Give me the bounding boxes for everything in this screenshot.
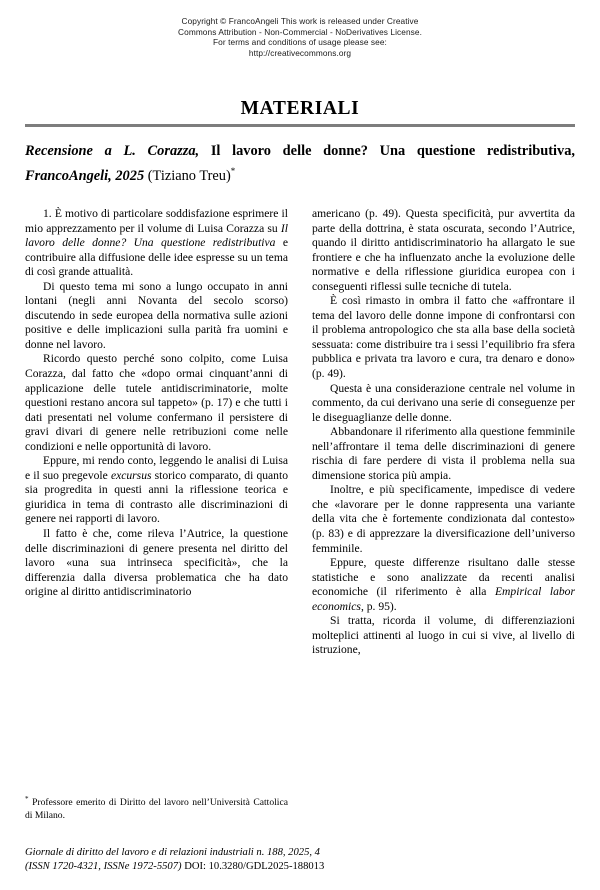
text-run: Questa è una considerazione centrale nel volume in commento, da cui derivano una serie di conseguenze per le diseguaglianze delle donne. <box>312 381 575 424</box>
section-heading: MATERIALI <box>240 98 360 119</box>
title-author: (Tiziano Treu) <box>147 167 231 184</box>
footnote-marker: * <box>25 795 29 803</box>
footnote-text: Professore emerito di Diritto del lavoro nell’Università Cattolica di Milano. <box>25 797 288 821</box>
text-run: È così rimasto in ombra il fatto che «affrontare il tema del lavoro delle donne impone di confrontarsi con il problema antropologico che sta alla base della società sessuata: come distribuire tra i sessi l’equilibrio fra sfera pubblica e privata tra lavoro e cura, tra denaro e dono» (p. 49). <box>312 294 575 381</box>
paragraph <box>25 527 288 600</box>
italic-run: Il lavoro delle donne? Una questione redistributiva <box>25 221 288 250</box>
paragraph <box>25 454 288 527</box>
paragraph <box>25 207 288 280</box>
page-footer <box>25 846 575 874</box>
italic-run: Empirical labor economics <box>312 585 575 613</box>
paragraph <box>25 352 288 454</box>
paragraph <box>312 382 575 426</box>
text-run: 1. È motivo di particolare soddisfazione esprimere il mio apprezzamento per il volume di Luisa Corazza su <box>25 207 288 235</box>
paragraph <box>312 294 575 381</box>
text-run: Il fatto è che, come rileva l’Autrice, la questione delle discriminazioni di genere presenta nel diritto del lavoro «una sua intrinseca specificità», che la differenzia dalla diversa problematica che ha dato origine al diritto antidiscriminatorio <box>25 527 288 599</box>
text-run: e contribuire alla diffusione delle idee espresse su un tema di così grande attualità. <box>25 236 288 279</box>
title-publisher-year: FrancoAngeli, 2025 <box>25 167 145 184</box>
text-run: Di questo tema mi sono a lungo occupato in anni lontani (negli anni Novanta del secolo scorso) discutendo in sede europea della normativa sulle azioni positive e delle implicazioni sulla parità fra uomini e donne nel lavoro. <box>25 279 288 351</box>
issn-doi-line <box>25 860 575 874</box>
body-column-left <box>25 207 288 600</box>
text-run: Eppure, queste differenze risultano dalle stesse statistiche e sono analizzate da recenti analisi economiche (il riferimento è alla <box>312 556 575 599</box>
copyright-line-2: Commons Attribution - Non-Commercial - NoDerivatives License. <box>178 26 422 37</box>
copyright-line-3: For terms and conditions of usage please see: <box>213 37 387 48</box>
section-divider-rule <box>25 124 575 127</box>
paragraph <box>312 207 575 294</box>
article-title <box>25 142 575 186</box>
paragraph <box>25 280 288 353</box>
text-run: Abbandonare il riferimento alla questione femminile nell’affrontare il tema delle discriminazioni di genere rischia di fare perdere di vista il problema nella sua dimensione storica più ampia. <box>312 425 575 482</box>
paragraph <box>312 614 575 658</box>
creative-commons-url: http://creativecommons.org <box>248 47 352 58</box>
text-run: , p. 95). <box>360 599 397 613</box>
text-run: Ricordo questo perché sono colpito, come Luisa Corazza, dal fatto che «dopo ormai cinquant’anni di applicazione delle tutele antidiscriminatorie, molte questioni restano ancora sul tappeto» (p. 17) e che tutti i dati presentati nel volume confermano il persistere di gravi divari di genere nelle retribuzioni come nelle condizioni e nelle opportunità di lavoro. <box>25 352 288 453</box>
journal-reference: Giornale di diritto del lavoro e di relazioni industriali n. 188, 2025, 4 <box>25 847 320 858</box>
title-book-name: Il lavoro delle donne? Una questione redistributiva, <box>210 143 575 159</box>
footnote <box>25 793 288 822</box>
text-run: Si tratta, ricorda il volume, di differenziazioni molteplici attinenti al luogo in cui si vive, al livello di istruzione, <box>312 614 575 657</box>
issn-text: (ISSN 1720-4321, ISSNe 1972-5507) <box>25 861 182 873</box>
paragraph <box>312 425 575 483</box>
copyright-line-1: Copyright © FrancoAngeli This work is released under Creative <box>181 16 419 26</box>
body-column-right <box>312 207 575 658</box>
title-review-of: Recensione a L. Corazza, <box>25 143 200 159</box>
text-run: storico comparato, di quanto sia progredita in questi anni la riflessione teorica e giuridica in tema di contrasto alle discriminazioni di genere nei rapporti di lavoro. <box>25 468 288 526</box>
copyright-notice <box>0 16 600 58</box>
title-footnote-marker: * <box>230 165 236 176</box>
paragraph <box>312 556 575 614</box>
text-run: americano (p. 49). Questa specificità, pur avvertita da parte della dottrina, è stata oscurata, secondo l’Autrice, quando il diritto antidiscriminatorio ha allargato le sue frontiere e che ha influenzato anche la evoluzione delle normative e della riflessione giuridica europea con i conseguenti riflessi sulle tecniche di tutela. <box>312 207 575 293</box>
paragraph <box>312 483 575 556</box>
text-run: Inoltre, e più specificamente, impedisce di vedere che «lavorare per le donne rappresenta una variante della vita che è fortemente condizionata dal contesto» (p. 83) e di apprezzare la diversificazione dell’universo femminile. <box>312 483 575 555</box>
text-run: Eppure, mi rendo conto, leggendo le analisi di Luisa e il suo pregevole <box>25 454 288 482</box>
doi-text: DOI: 10.3280/GDL2025-188013 <box>184 861 325 873</box>
italic-run: excursus <box>110 468 152 482</box>
